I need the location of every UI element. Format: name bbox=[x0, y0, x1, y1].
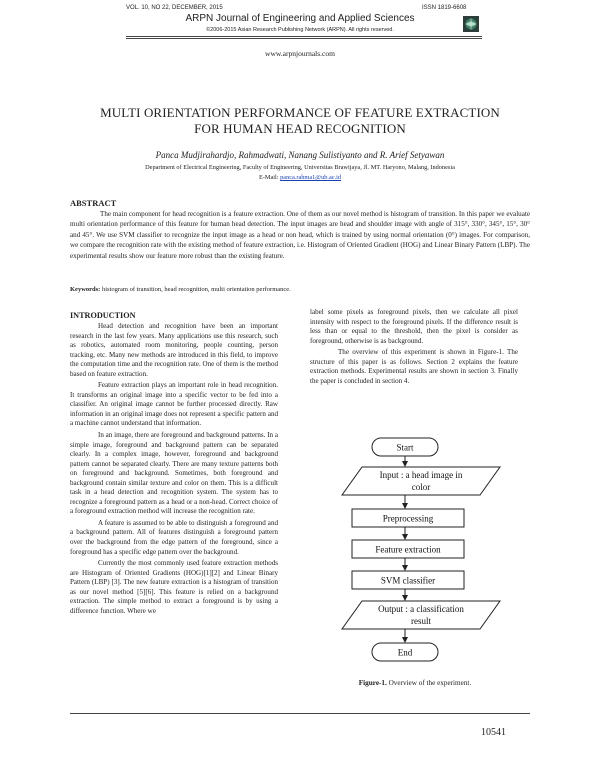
website[interactable]: www.arpnjournals.com bbox=[265, 49, 335, 58]
flow-input-label-1: Input : a head image in bbox=[379, 470, 463, 480]
intro-heading: INTRODUCTION bbox=[70, 311, 136, 320]
abstract-text: The main component for head recognition is a feature extraction. One of them as our novel method is histogram of transition. In this paper we evaluate multi orientation performance of this feature for human head detection. The input images are head and shoulder image with angle of 315°, 330°, 345°, 15°, 30° and 45°. We use SVM classifier to recognize the input image as a head or non head, which is trained by using normal orientation (0°) images. For comparison, we compare the recognition rate with the existing method of feature extraction, i.e. Histogram of Oriented Gradient (HOG) and Linear Binary Pattern (LBP). The experimental results show our feature more robust than the existing feature. bbox=[70, 210, 530, 260]
affiliation: Department of Electrical Engineering, Faculty of Engineering, Universitas Brawijaya, Jl. MT. Haryono, Malang, Indonesia bbox=[145, 164, 455, 171]
paper-title bbox=[60, 105, 540, 136]
journal-name: ARPN Journal of Engineering and Applied Sciences bbox=[185, 13, 415, 24]
page-number: 10541 bbox=[481, 727, 506, 738]
email-link[interactable]: panca.rahma1@ub.ac.id bbox=[280, 174, 342, 181]
intro-paragraph: A feature is assumed to be able to distinguish a foreground and a background pattern. All of features distinguish a foreground pattern over the background from the edge pattern of the foreground, since a foreground has a specific edge pattern over the background. bbox=[70, 518, 278, 556]
header-rule-top bbox=[126, 36, 482, 37]
figure-caption-label: Figure-1. bbox=[358, 679, 387, 687]
flow-output-label-1: Output : a classification bbox=[378, 604, 464, 614]
email-line bbox=[0, 174, 600, 181]
flow-end-label: End bbox=[397, 647, 413, 658]
authors: Panca Mudjirahardjo, Rahmadwati, Nanang Sulistiyanto and R. Arief Setyawan bbox=[155, 150, 445, 160]
keywords-label: Keywords: bbox=[70, 286, 101, 293]
flow-feature-label: Feature extraction bbox=[375, 544, 441, 555]
abstract-heading: ABSTRACT bbox=[70, 198, 117, 208]
title-line-2: FOR HUMAN HEAD RECOGNITION bbox=[194, 120, 406, 136]
intro-paragraph: Feature extraction plays an important role in head recognition. It transforms an original image into a specific vector to be fed into a classifier. An original image cannot be further processed directly. Raw information in an original image does not represent a specific pattern and a machine cannot understand that information. bbox=[70, 381, 278, 428]
right-column bbox=[310, 308, 518, 388]
copyright-line: ©2006-2015 Asian Research Publishing Network (ARPN). All rights reserved. bbox=[206, 27, 394, 33]
volume-info: VOL. 10, NO 22, DECEMBER, 2015 bbox=[126, 5, 223, 11]
figure-caption-text: Overview of the experiment. bbox=[386, 679, 472, 687]
flowchart-figure bbox=[332, 433, 510, 675]
email-label: E-Mail: bbox=[258, 174, 281, 181]
right-paragraph: label some pixels as foreground pixels, then we calculate all pixel intensity with respect to the foreground pixels. If the difference result is less than or equal to the threshold, then the pixel is consider as foreground, otherwise is as background. bbox=[310, 308, 518, 345]
header-rule-bottom bbox=[126, 38, 482, 39]
left-column bbox=[70, 311, 278, 618]
title-line-1: MULTI ORIENTATION PERFORMANCE OF FEATURE EXTRACTION bbox=[100, 105, 500, 120]
flow-start-label: Start bbox=[396, 442, 414, 453]
keywords-text: histogram of transition, head recognition, multi orientation performance. bbox=[100, 286, 291, 293]
keywords bbox=[70, 286, 530, 293]
flow-preprocessing-label: Preprocessing bbox=[382, 513, 434, 524]
intro-paragraph: In an image, there are foreground and background patterns. In a simple image, foreground and background pattern can be separated clearly. In a complex image, however, foreground and background pattern cannot be separated clearly. There are many texture patterns both on foreground and background. Sometimes, both foreground and background contain similar texture and color on them. This is a difficult task in a head detection and recognition system. The system has to recognize a foreground pattern as a head or a non-head. Correct choice of a foreground extraction method will increase the recognition rate. bbox=[70, 431, 278, 516]
arpn-globe-icon bbox=[463, 16, 479, 32]
footer-rule bbox=[70, 713, 530, 714]
intro-paragraph: Currently the most commonly used feature extraction methods are Histogram of Oriented Gradients (HOG)[1][2] and Linear Binary Pattern (LBP) [3]. The new feature extraction is a histogram of transition as our novel method [5][6]. This feature is relied on a background extraction. The simple method to extract a foreground is by using a difference function. Where we bbox=[70, 559, 278, 615]
intro-paragraph: Head detection and recognition have been an important research in the last few years. Many applications use this research, such as robotics, automated room monitoring, people counting, person tracking, etc. Many new methods are introduced in this field, to improve the computation time and the recognition rate. One of them is the method based on feature extraction. bbox=[70, 322, 278, 378]
flow-input-label-2: color bbox=[411, 482, 431, 492]
right-paragraph: The overview of this experiment is shown in Figure-1. The structure of this paper is as follows. Section 2 explains the feature extraction methods. Experimental results are shown in section 3. Finally the paper is concluded in section 4. bbox=[310, 348, 518, 385]
issn: ISSN 1819-6608 bbox=[422, 5, 467, 11]
flow-output-label-2: result bbox=[411, 616, 431, 626]
flow-svm-label: SVM classifier bbox=[380, 575, 436, 586]
figure-caption bbox=[300, 679, 530, 687]
